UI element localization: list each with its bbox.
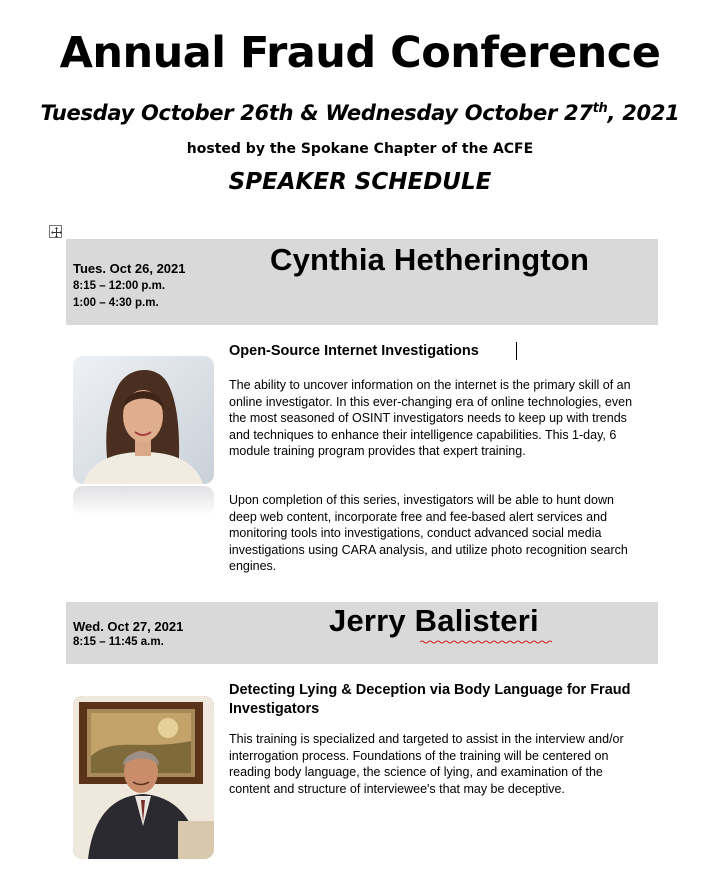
session-2-date: Wed. Oct 27, 2021	[73, 619, 184, 634]
schedule-heading: SPEAKER SCHEDULE	[228, 169, 492, 195]
host-line: hosted by the Spokane Chapter of the ACFE	[186, 141, 534, 157]
session-2-talk-title: Detecting Lying & Deception via Body Language for Fraud Investigators	[229, 682, 631, 717]
session-2-paragraph-1: This training is specialized and targeted to assist in the interview and/or interrogation process. Foundations of the training will be centered on reading body language, the science of lying, and examination of the content and structure of interviewee's that may be deceptive.	[229, 732, 624, 796]
session-1-talk-title: Open-Source Internet Investigations	[229, 343, 479, 359]
speaker-1-photo-reflection	[73, 486, 214, 516]
spellcheck-underline	[420, 640, 552, 645]
speaker-1-photo	[73, 356, 214, 484]
session-2-time-1: 8:15 – 11:45 a.m.	[73, 636, 164, 648]
session-1-time-2: 1:00 – 4:30 p.m.	[73, 297, 159, 309]
session-1-paragraph-1: The ability to uncover information on the internet is the primary skill of an online investigator. In this ever-changing era of online technologies, even the most seasoned of OSINT investigators needs to keep up with trends and techniques to enhance their intelligence capabilities. This 1-day, 6 module training program provides that expert training.	[229, 378, 633, 458]
session-1-paragraph-2: Upon completion of this series, investigators will be able to hunt down deep web content, incorporate free and fee-based alert services and monitoring tools into investigations, conduct advanced social media investigations using CARA analysis, and utilize photo recognition search engines.	[229, 493, 628, 573]
speaker-2-photo	[73, 696, 214, 859]
page-title: Annual Fraud Conference	[59, 28, 661, 78]
session-1-date: Tues. Oct 26, 2021	[73, 261, 186, 276]
session-2-speaker: Jerry Balisteri	[329, 603, 539, 638]
conference-dates: Tuesday October 26th & Wednesday October 27th, 2021	[40, 101, 680, 125]
session-1-speaker: Cynthia Hetherington	[270, 242, 590, 277]
session-1-time-1: 8:15 – 12:00 p.m.	[73, 280, 166, 292]
table-move-handle-icon[interactable]	[49, 225, 62, 238]
text-cursor	[516, 342, 517, 360]
